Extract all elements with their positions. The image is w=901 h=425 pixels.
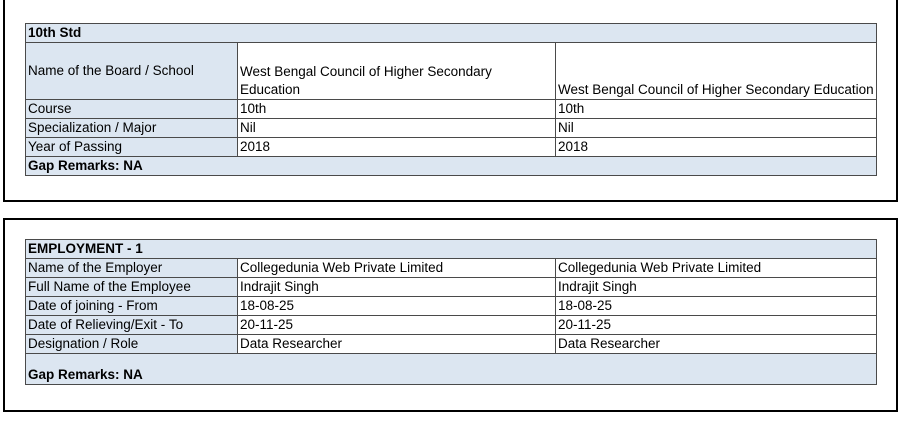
employment-section: [3, 218, 898, 412]
education-section: [3, 0, 898, 202]
employee-name-value-2: Indrajit Singh: [556, 278, 877, 297]
specialization-value-1: Nil: [238, 119, 556, 138]
employment-table: [25, 239, 877, 385]
course-label: Course: [26, 100, 238, 119]
employer-name-label: Name of the Employer: [26, 259, 238, 278]
employee-name-value-1: Indrajit Singh: [238, 278, 556, 297]
board-school-value-2: West Bengal Council of Higher Secondary Education: [556, 43, 877, 100]
table-row: [26, 335, 877, 354]
board-school-value-1: West Bengal Council of Higher Secondary Education: [238, 43, 556, 100]
year-of-passing-value-2: 2018: [556, 138, 877, 157]
education-gap-row: [26, 157, 877, 176]
specialization-value-2: Nil: [556, 119, 877, 138]
designation-label: Designation / Role: [26, 335, 238, 354]
employer-name-value-1: Collegedunia Web Private Limited: [238, 259, 556, 278]
employment-header: EMPLOYMENT - 1: [26, 240, 877, 259]
table-row: [26, 259, 877, 278]
date-relieving-value-2: 20-11-25: [556, 316, 877, 335]
employment-gap-row: [26, 354, 877, 385]
year-of-passing-label: Year of Passing: [26, 138, 238, 157]
table-row: [26, 119, 877, 138]
date-joining-label: Date of joining - From: [26, 297, 238, 316]
course-value-1: 10th: [238, 100, 556, 119]
board-school-label: Name of the Board / School: [26, 43, 238, 100]
education-table: [25, 23, 877, 176]
education-header-row: [26, 24, 877, 43]
designation-value-1: Data Researcher: [238, 335, 556, 354]
education-gap-remarks: Gap Remarks: NA: [26, 157, 877, 176]
employer-name-value-2: Collegedunia Web Private Limited: [556, 259, 877, 278]
date-joining-value-2: 18-08-25: [556, 297, 877, 316]
employee-name-label: Full Name of the Employee: [26, 278, 238, 297]
employment-header-row: [26, 240, 877, 259]
course-value-2: 10th: [556, 100, 877, 119]
table-row: [26, 43, 877, 100]
date-joining-value-1: 18-08-25: [238, 297, 556, 316]
education-header: 10th Std: [26, 24, 877, 43]
table-row: [26, 316, 877, 335]
employment-gap-remarks: Gap Remarks: NA: [26, 354, 877, 385]
table-row: [26, 297, 877, 316]
date-relieving-value-1: 20-11-25: [238, 316, 556, 335]
table-row: [26, 138, 877, 157]
year-of-passing-value-1: 2018: [238, 138, 556, 157]
table-row: [26, 100, 877, 119]
specialization-label: Specialization / Major: [26, 119, 238, 138]
designation-value-2: Data Researcher: [556, 335, 877, 354]
date-relieving-label: Date of Relieving/Exit - To: [26, 316, 238, 335]
table-row: [26, 278, 877, 297]
